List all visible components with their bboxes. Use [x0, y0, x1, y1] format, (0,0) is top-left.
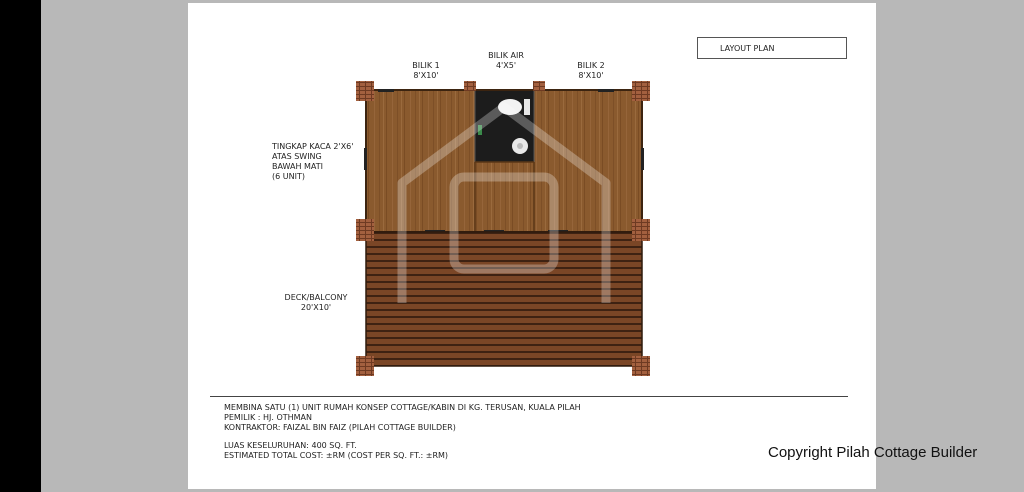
corner-post: [632, 219, 650, 241]
window-note-line: TINGKAP KACA 2'X6': [272, 142, 354, 151]
post: [533, 81, 545, 91]
left-black-bar: [0, 0, 41, 492]
corner-post: [356, 356, 374, 376]
bilik1-name: BILIK 1: [412, 61, 440, 70]
info-line: KONTRAKTOR: FAIZAL BIN FAIZ (PILAH COTTAGE BUILDER): [224, 423, 456, 432]
layout-plan-title: LAYOUT PLAN: [697, 37, 847, 59]
info-line: MEMBINA SATU (1) UNIT RUMAH KONSEP COTTAGE/KABIN DI KG. TERUSAN, KUALA PILAH: [224, 403, 581, 412]
plan-sheet: [188, 3, 876, 489]
bilik-air-size: 4'X5': [495, 61, 517, 70]
window-mark: [364, 148, 367, 170]
deck-name: DECK/BALCONY: [284, 293, 348, 302]
deck-size: 20'X10': [300, 303, 332, 312]
cost-line: ESTIMATED TOTAL COST: ±RM (COST PER SQ. FT.: ±RM): [224, 451, 449, 460]
post: [464, 81, 476, 91]
door-mark: [378, 89, 394, 92]
corner-post: [632, 356, 650, 376]
bilik-air-name: BILIK AIR: [488, 51, 524, 60]
window-mark: [641, 148, 644, 170]
window-note-line: BAWAH MATI: [272, 162, 324, 171]
project-info: [224, 403, 581, 433]
corner-post: [356, 219, 374, 241]
bilik1-size: 8'X10': [413, 71, 439, 80]
corner-post: [632, 81, 650, 101]
area-line: LUAS KESELURUHAN: 400 SQ. FT.: [224, 441, 357, 450]
window-note-line: ATAS SWING: [272, 152, 322, 161]
door-mark: [598, 89, 614, 92]
corner-post: [356, 81, 374, 101]
bilik2-name: BILIK 2: [577, 61, 605, 70]
bilik2-size: 8'X10': [578, 71, 604, 80]
cost-info: [224, 441, 448, 461]
window-note-line: (6 UNIT): [272, 172, 305, 181]
info-divider: [210, 396, 848, 397]
deck-floor: [366, 232, 642, 366]
copyright-text: Copyright Pilah Cottage Builder: [768, 444, 978, 461]
info-line: PEMILIK : HJ. OTHMAN: [224, 413, 313, 422]
